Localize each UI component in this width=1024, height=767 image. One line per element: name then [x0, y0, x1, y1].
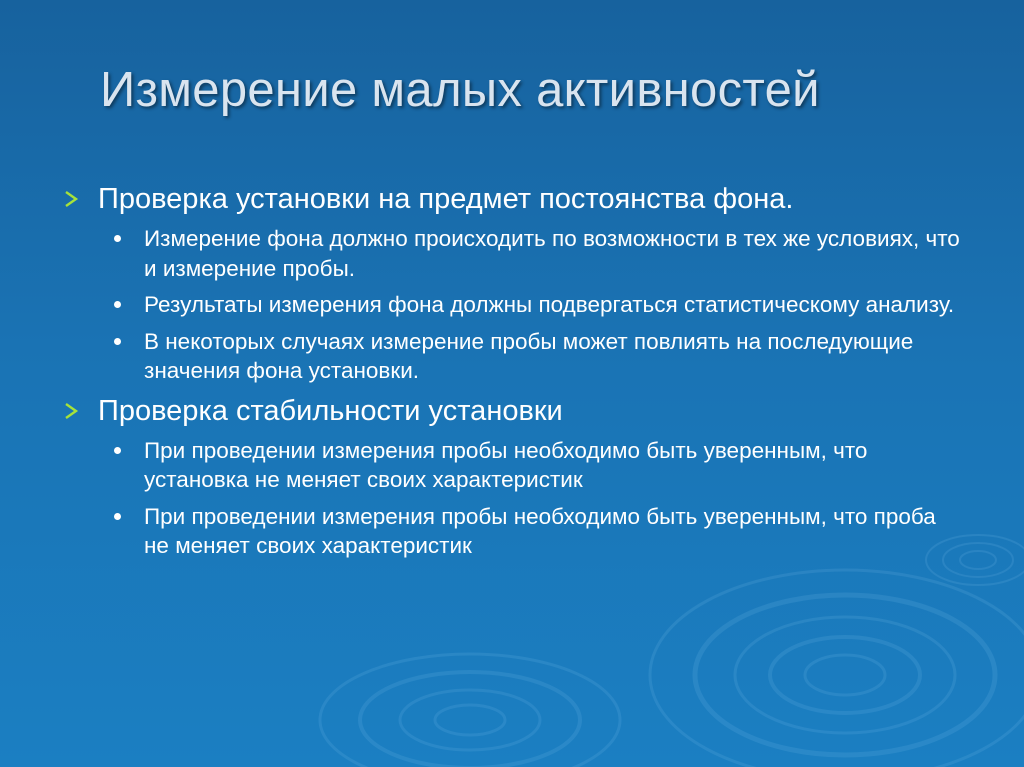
slide-content	[60, 182, 960, 568]
section-heading-2	[60, 394, 960, 428]
arrow-bullet-icon	[64, 402, 80, 420]
bullet-item	[60, 502, 960, 561]
bullet-text: При проведении измерения пробы необходимо быть уверенным, что проба не меняет своих характеристик	[144, 503, 936, 558]
dot-bullet-icon	[114, 338, 121, 345]
dot-bullet-icon	[114, 301, 121, 308]
bullet-text: Результаты измерения фона должны подвергаться статистическому анализу.	[144, 292, 955, 317]
dot-bullet-icon	[114, 235, 121, 242]
bullet-item	[60, 224, 960, 283]
section-heading-1	[60, 182, 960, 216]
bullet-text: Измерение фона должно происходить по возможности в тех же условиях, что и измерение пробы.	[144, 226, 960, 281]
bullet-item	[60, 436, 960, 495]
arrow-bullet-icon	[64, 190, 80, 208]
slide-title: Измерение малых активностей	[100, 63, 820, 117]
bullet-item	[60, 327, 960, 386]
section-heading-text: Проверка установки на предмет постоянства фона.	[98, 183, 794, 215]
dot-bullet-icon	[114, 447, 121, 454]
bullet-text: При проведении измерения пробы необходимо быть уверенным, что установка не меняет своих характеристик	[144, 437, 868, 492]
bullet-text: В некоторых случаях измерение пробы может повлиять на последующие значения фона установки.	[144, 328, 914, 383]
dot-bullet-icon	[114, 513, 121, 520]
section-heading-text: Проверка стабильности установки	[98, 394, 563, 427]
bullet-item	[60, 290, 960, 320]
